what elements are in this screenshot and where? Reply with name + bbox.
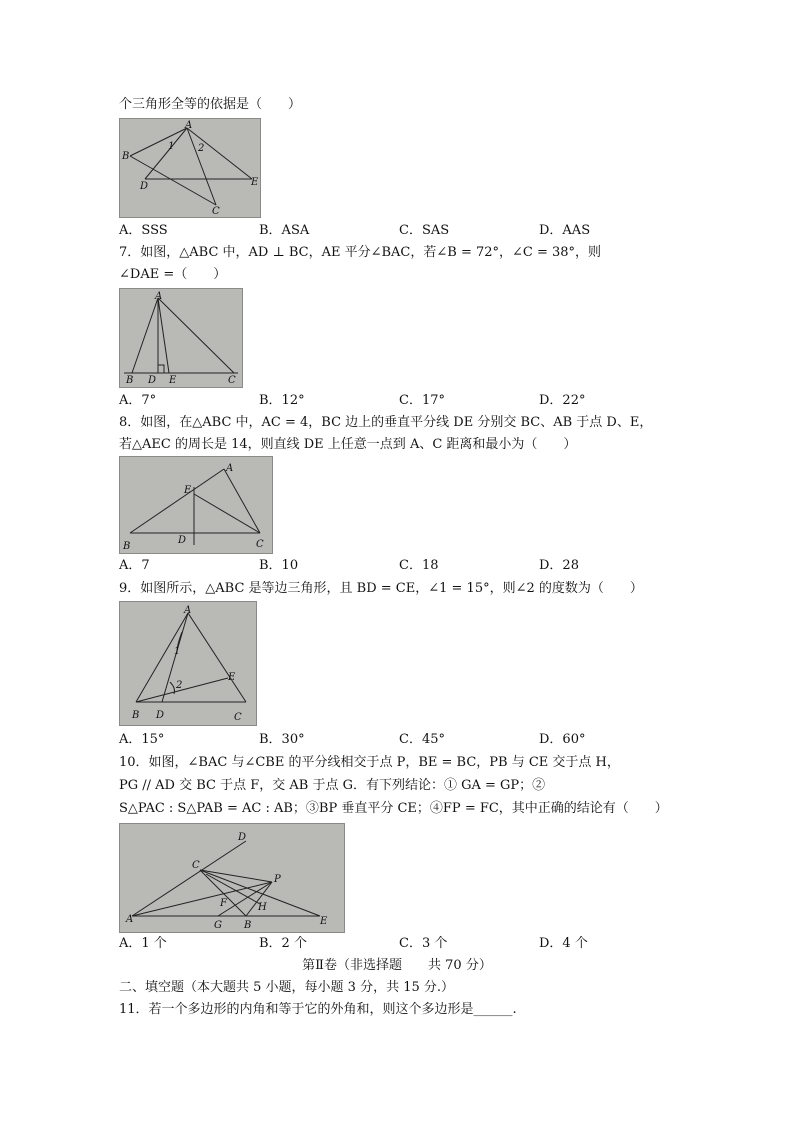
- q11-stem: 11．若一个多边形的内角和等于它的外角和，则这个多边形是______.: [119, 1002, 517, 1017]
- q10-label-A: A: [126, 914, 134, 925]
- q8-option-b[interactable]: B．10: [259, 558, 299, 573]
- q7-label-D: D: [148, 375, 157, 386]
- q10-stem-line1: 10．如图，∠BAC 与∠CBE 的平分线相交于点 P，BE = BC，PB 与 CE 交于点 H，: [119, 755, 620, 770]
- q10-option-a[interactable]: A．1 个: [119, 936, 167, 951]
- q9-option-c[interactable]: C．45°: [399, 732, 445, 747]
- q10-stem-line2: PG // AD 交 BC 于点 F，交 AB 于点 G．有下列结论：① GA = GP；②: [119, 778, 546, 793]
- q10-stem-line3: S△PAC : S△PAB = AC : AB；③BP 垂直平分 CE；④FP = FC，其中正确的结论有（ ）: [119, 801, 668, 816]
- q9-label-2: 2: [176, 680, 183, 691]
- q7-label-E: E: [169, 375, 177, 386]
- q9-option-d[interactable]: D．60°: [539, 732, 586, 747]
- q8-option-c[interactable]: C．18: [399, 558, 439, 573]
- q9-stem-line1: 9．如图所示，△ABC 是等边三角形，且 BD = CE，∠1 = 15°，则∠2 的度数为（ ）: [119, 581, 643, 596]
- q9-label-E: E: [228, 672, 236, 683]
- q6-option-c[interactable]: C．SAS: [399, 223, 450, 238]
- q10-diagram: [120, 824, 344, 932]
- q10-label-P: P: [274, 874, 281, 885]
- q9-label-D: D: [156, 710, 165, 721]
- q10-label-G: G: [214, 920, 222, 931]
- q7-stem-line2: ∠DAE =（ ）: [119, 267, 227, 282]
- q8-label-C: C: [256, 539, 264, 550]
- q9-diagram: [120, 602, 256, 725]
- q8-label-D: D: [178, 535, 187, 546]
- q10-figure: [119, 823, 345, 933]
- q7-figure: [119, 288, 243, 388]
- q6-label-C: C: [212, 206, 220, 217]
- q6-option-b[interactable]: B．ASA: [259, 223, 310, 238]
- q8-stem-line2: 若△AEC 的周长是 14，则直线 DE 上任意一点到 A、C 距离和最小为（ ）: [119, 437, 577, 452]
- q7-option-c[interactable]: C．17°: [399, 393, 445, 408]
- q6-option-d[interactable]: D．AAS: [539, 223, 591, 238]
- part-two-heading: 二、填空题（本大题共 5 小题，每小题 3 分，共 15 分.）: [119, 980, 455, 995]
- q9-label-A: A: [184, 605, 192, 616]
- q10-option-c[interactable]: C．3 个: [399, 936, 448, 951]
- q8-label-B: B: [123, 541, 131, 552]
- q6-label-E: E: [251, 177, 259, 188]
- q8-stem-line1: 8．如图，在△ABC 中，AC = 4，BC 边上的垂直平分线 DE 分别交 BC、AB 于点 D、E，: [119, 415, 653, 430]
- q9-figure: [119, 601, 257, 726]
- q9-label-C: C: [234, 712, 242, 723]
- q10-option-d[interactable]: D．4 个: [539, 936, 588, 951]
- q7-option-b[interactable]: B．12°: [259, 393, 305, 408]
- q8-label-E: E: [184, 485, 192, 496]
- q9-option-a[interactable]: A．15°: [119, 732, 165, 747]
- section-heading: 第Ⅱ卷（非选择题 共 70 分）: [302, 958, 492, 973]
- q7-label-C: C: [228, 375, 236, 386]
- q8-figure: [119, 456, 273, 554]
- q10-option-b[interactable]: B．2 个: [259, 936, 307, 951]
- q8-option-a[interactable]: A．7: [119, 558, 150, 573]
- q7-label-A: A: [155, 291, 163, 302]
- q6-label-A: A: [185, 120, 193, 131]
- q9-label-1: 1: [174, 646, 181, 657]
- q10-label-F: F: [220, 898, 227, 909]
- q8-option-d[interactable]: D．28: [539, 558, 579, 573]
- q9-option-b[interactable]: B．30°: [259, 732, 305, 747]
- q7-diagram: [120, 289, 242, 387]
- q6-diagram: [120, 119, 260, 217]
- q8-label-A: A: [226, 463, 234, 474]
- q7-option-a[interactable]: A．7°: [119, 393, 157, 408]
- q6-figure: [119, 118, 261, 218]
- q10-label-D: D: [238, 832, 247, 843]
- q7-stem-line1: 7．如图，△ABC 中，AD ⊥ BC，AE 平分∠BAC，若∠B = 72°，∠C = 38°，则: [119, 245, 602, 260]
- q10-label-H: H: [258, 902, 267, 913]
- q7-label-B: B: [126, 375, 134, 386]
- q6-stem: 个三角形全等的依据是（ ）: [119, 97, 302, 112]
- q6-label-B: B: [122, 151, 130, 162]
- q6-label-D: D: [140, 181, 149, 192]
- q6-option-a[interactable]: A．SSS: [119, 223, 168, 238]
- q6-label-1: 1: [168, 141, 175, 152]
- q9-label-B: B: [132, 710, 140, 721]
- q7-option-d[interactable]: D．22°: [539, 393, 586, 408]
- q10-label-C: C: [192, 860, 200, 871]
- q8-diagram: [120, 457, 272, 553]
- q6-label-2: 2: [198, 143, 205, 154]
- q10-label-B: B: [244, 920, 252, 931]
- q10-label-E: E: [320, 916, 328, 927]
